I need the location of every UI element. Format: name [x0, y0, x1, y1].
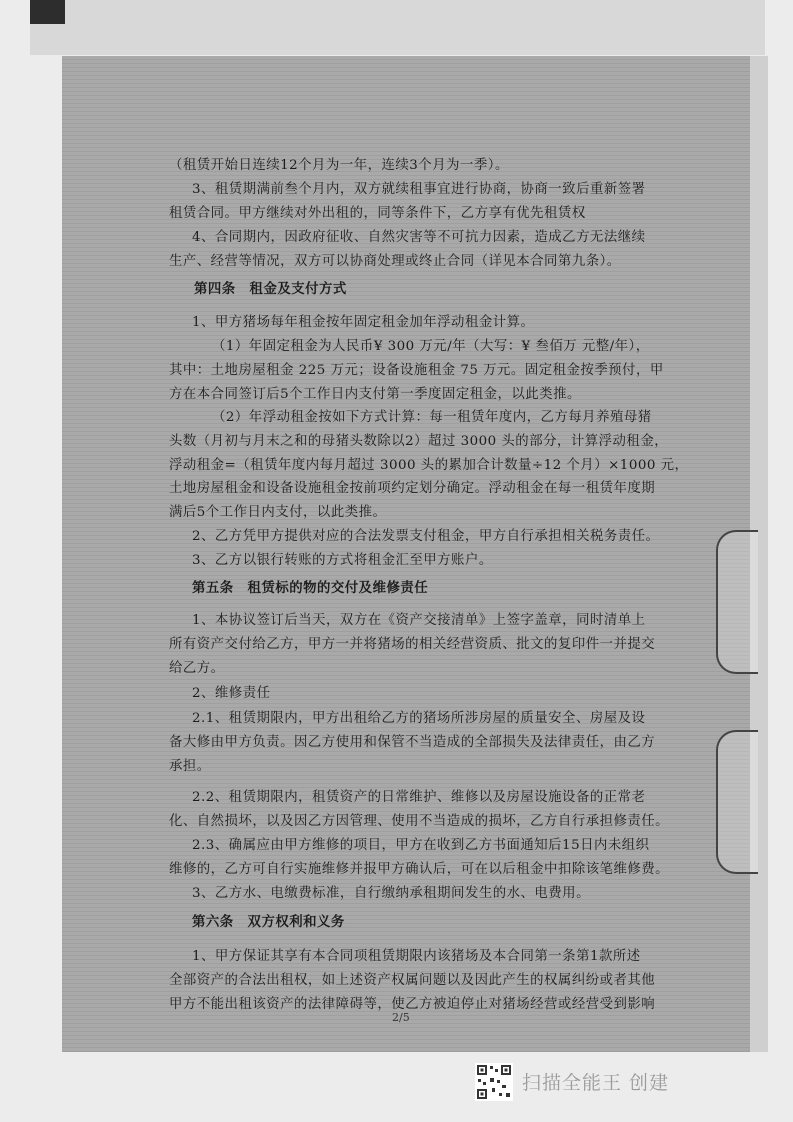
- text-line: 维修的，乙方可自行实施维修并报甲方确认后，可在以后租金中扣除该笔维修费。: [169, 862, 670, 877]
- text-line: 给乙方。: [169, 661, 225, 676]
- text-line: 3、乙方水、电缴费标准，自行缴纳承租期间发生的水、电费用。: [192, 886, 590, 901]
- page-number: 2/5: [392, 1011, 410, 1024]
- text-line: 3、租赁期满前叁个月内，双方就续租事宜进行协商，协商一致后重新签署: [192, 182, 646, 197]
- text-line: 头数（月初与月末之和的母猪头数除以2）超过 3000 头的部分，计算浮动租金，: [169, 434, 669, 449]
- text-line: 土地房屋租金和设备设施租金按前项约定划分确定。浮动租金在每一租赁年度期: [169, 481, 656, 496]
- text-line: 全部资产的合法出租权，如上述资产权属问题以及因此产生的权属纠纷或者其他: [169, 973, 656, 988]
- text-line: 化、自然损坏，以及因乙方因管理、使用不当造成的损坏，乙方自行承担修责任。: [169, 814, 670, 829]
- text-line: 其中：土地房屋租金 225 万元；设备设施租金 75 万元。固定租金按季预付，甲: [169, 363, 664, 378]
- seal-stamp-icon: [716, 730, 758, 874]
- scan-top-edge: [30, 0, 765, 55]
- scanner-watermark: 扫描全能王 创建: [522, 1072, 670, 1094]
- text-line: 租赁合同。甲方继续对外出租的，同等条件下，乙方享有优先租赁权: [169, 206, 586, 221]
- text-line: 2.2、租赁期限内，租赁资产的日常维护、维修以及房屋设施设备的正常老: [192, 790, 646, 805]
- text-line: 2、维修责任: [192, 686, 271, 701]
- document-page: [62, 56, 750, 1052]
- text-line: 3、乙方以银行转账的方式将租金汇至甲方账户。: [192, 553, 493, 568]
- text-line: （2）年浮动租金按如下方式计算：每一租赁年度内，乙方每月养殖母猪: [212, 410, 652, 425]
- section-heading: 第六条 双方权利和义务: [192, 914, 345, 930]
- text-line: 1、本协议签订后当天，双方在《资产交接清单》上签字盖章，同时清单上: [192, 613, 646, 628]
- text-line: 4、合同期内，因政府征收、自然灾害等不可抗力因素，造成乙方无法继续: [192, 230, 646, 245]
- section-heading: 第四条 租金及支付方式: [194, 281, 347, 297]
- seal-stamp-icon: [716, 530, 758, 674]
- text-line: 承担。: [169, 759, 211, 774]
- text-line: 1、甲方猪场每年租金按年固定租金加年浮动租金计算。: [192, 315, 535, 330]
- text-line: 备大修由甲方负责。因乙方使用和保管不当造成的全部损失及法律责任，由乙方: [169, 735, 656, 750]
- text-line: 2.1、租赁期限内，甲方出租给乙方的猪场所涉房屋的质量安全、房屋及设: [192, 711, 646, 726]
- text-line: （1）年固定租金为人民币¥ 300 万元/年（大写：¥ 叁佰万 元整/年），: [212, 339, 650, 354]
- text-line: 满后5个工作日内支付，以此类推。: [169, 505, 387, 520]
- text-line: 浮动租金=（租赁年度内每月超过 3000 头的累加合计数量÷12 个月）×1000 元，: [169, 458, 689, 473]
- section-heading: 第五条 租赁标的物的交付及维修责任: [192, 580, 429, 596]
- text-line: 1、甲方保证其享有本合同项租赁期限内该猪场及本合同第一条第1款所述: [192, 949, 641, 964]
- text-line: 所有资产交付给乙方，甲方一并将猪场的相关经营资质、批文的复印件一并提交: [169, 637, 656, 652]
- text-line: 生产、经营等情况，双方可以协商处理或终止合同（详见本合同第九条）。: [169, 254, 621, 269]
- scan-corner-shadow: [30, 0, 65, 24]
- qr-code-icon: [475, 1063, 513, 1101]
- text-line: （租赁开始日连续12个月为一年，连续3个月为一季）。: [169, 158, 509, 173]
- text-line: 2.3、确属应由甲方维修的项目，甲方在收到乙方书面通知后15日内未组织: [192, 838, 650, 853]
- text-line: 方在本合同签订后5个工作日内支付第一季度固定租金，以此类推。: [169, 387, 581, 402]
- text-line: 2、乙方凭甲方提供对应的合法发票支付租金，甲方自行承担相关税务责任。: [192, 529, 660, 544]
- text-line: 甲方不能出租该资产的法律障碍等，使乙方被迫停止对猪场经营或经营受到影响: [169, 997, 656, 1012]
